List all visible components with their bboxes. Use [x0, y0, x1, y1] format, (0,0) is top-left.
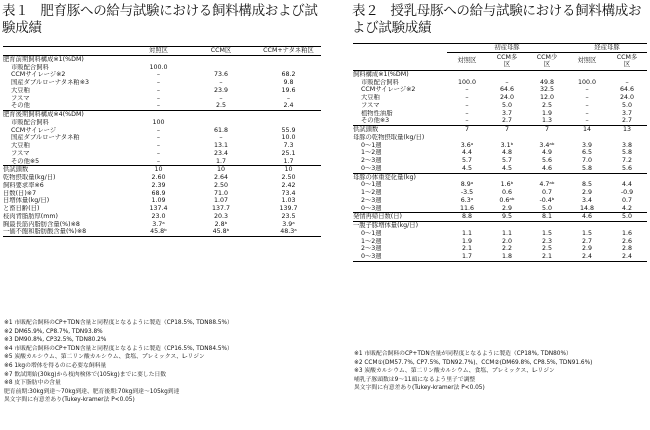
table-row: 供試頭数 10 10 10 [3, 166, 321, 174]
note: ※1 市販配合飼料のCP+TDN含量と同程度となるように製造（CP18.5%, TDN88.5%） [4, 320, 233, 326]
table-row: 大豆粕 – 13.1 7.3 [11, 142, 294, 149]
t2-col-ccm-high-2: CCM多区 [607, 52, 647, 70]
t1-col-control: 対照区 [131, 47, 186, 56]
table2-title [352, 3, 650, 37]
table2-title-text: 授乳母豚への給与試験における飼料構成および試験成績 [352, 3, 642, 36]
table-row: 国産ダブルローナタネ粕 – – 10.0 [11, 134, 296, 142]
t2-piglet-label: 一腹子豚増体量(kg/日) [353, 222, 647, 230]
note: ※6 1kgの増体を得るのに必要な飼料量 [4, 362, 107, 369]
table1-header-row [3, 47, 321, 56]
t2-col-control-1: 対照区 [447, 52, 487, 70]
table-row: 胸最長筋内脂肪含量(%)※8 3.7ᵃ 2.8ᵇ 3.9ᵃ [3, 220, 295, 228]
note: ※7 飲試開始(30kg)から枝肉検体で(105kg)までに要した日数 [4, 371, 167, 378]
table-row: 1～2週 4.4 4.8 4.9 6.5 5.8 [361, 149, 633, 157]
note: ※1 市販配合飼料のCP+TDN含量が同程度となるように製造（CP18%, TDN80%） [354, 351, 572, 357]
note: ※4 市販配合飼料のCP+TDN含量と同程度となるように製造（CP16.5%, TDN84.5%） [4, 345, 233, 352]
t2-weight-label: 母豚の体重変化量(kg) [353, 173, 647, 181]
table-row: 供試頭数 7 7 7 14 13 [353, 126, 647, 134]
table-row: 0～1週 1.1 1.1 1.5 1.5 1.6 [361, 229, 633, 237]
table1-title [2, 3, 320, 37]
table1-title-text: 肥育豚への給与試験における飼料構成および試験成績 [2, 3, 318, 36]
t1-col-ccm-rapeseed: CCM+ナタネ粕区 [256, 47, 321, 56]
table-row: 飼料要求率※6 2.39 2.50 2.42 [3, 181, 296, 189]
table2-header-row [353, 52, 647, 70]
note: ※8 皮下脂肪中の含量 [4, 380, 61, 387]
table2-notes [354, 350, 648, 393]
table2-group-header-row [353, 44, 647, 53]
table-row: 発情再帰日数(日) 8.8 9.5 8.1 4.6 5.0 [353, 213, 647, 222]
t2-col-ccm-low-1: CCM少区 [527, 52, 567, 70]
table-row: 日数(日)※7 68.9 71.0 73.4 [3, 189, 296, 197]
t1-section2-label: 肥育後期飼料構成※4(%DM) [3, 111, 321, 119]
table-row: 1～2週 -3.5 0.6 0.7 2.9 -0.9 [361, 189, 634, 196]
table-row: 一価不飽和脂肪酸含量(%)※8 45.8ᵇ 45.8ᵇ 48.3ᵃ [3, 228, 297, 236]
table-row: 1～2週 1.9 2.0 2.3 2.7 2.6 [361, 237, 633, 245]
table-row: 乾物摂取量(kg/日) 2.60 2.64 2.50 [3, 174, 296, 181]
table-row: CCMサイレージ※2 – 64.6 32.5 – 64.6 [361, 86, 635, 94]
table-row: CCMサイレージ – 61.8 55.9 [11, 126, 296, 134]
t2-group-primiparous: 初産母豚 [447, 44, 567, 53]
table-row: フスマ – – – [11, 94, 291, 102]
table2-number: 表２ [352, 3, 379, 19]
table1 [3, 46, 321, 237]
t1-col-ccm: CCM区 [186, 47, 256, 56]
table-row: その他※3 – 2.7 1.3 – 2.7 [361, 117, 633, 125]
table-row: 2～3週 5.7 5.7 5.6 7.0 7.2 [361, 157, 633, 164]
t2-col-ccm-high-1: CCM多区 [487, 52, 527, 70]
table-row: 大豆粕 – 23.9 19.6 [11, 86, 296, 94]
table-row: 植物性油脂 – 3.7 1.9 – 3.7 [361, 109, 633, 117]
table-row: フスマ – 5.0 2.5 – 5.0 [361, 101, 633, 109]
table-row: 0～1週 8.9ᵃ 1.6ᵇ 4.7ᵃᵇ 8.5 4.4 [361, 181, 633, 189]
table-row: 枝肉背脂肪厚(mm) 23.0 20.3 23.5 [3, 212, 296, 220]
table-row: フスマ – 23.4 25.1 [11, 149, 296, 157]
note: 異文字間に有意差あり(Tukey-kramer法 P<0.05) [354, 385, 485, 392]
t2-intake-label: 母豚の乾物摂取量(kg/日) [353, 133, 425, 141]
t1-section1-label: 肥育前期飼料構成※1(%DM) [3, 55, 84, 63]
table-row: 0～1週 3.6ᵃ 3.1ᵇ 3.4ᵃᵇ 3.9 3.8 [361, 141, 633, 149]
note: ※5 炭酸カルシウム、第二リン酸カルシウム、食塩、プレミックス、L-リジン [4, 354, 205, 361]
table-row: 市販配合飼料 100.0 – 49.8 100.0 – [361, 78, 629, 86]
table-row: 国産ダブルローナタネ粕※3 – – 9.8 [11, 79, 294, 86]
table-row: 0～3週 4.5 4.5 4.6 5.8 5.6 [361, 164, 633, 172]
table2 [353, 43, 647, 262]
t2-section1-label: 飼料構成※1(%DM) [353, 70, 409, 78]
table-row: 市販配合飼料 100.0 [11, 63, 168, 71]
table-row: 0～3週 1.7 1.8 2.1 2.4 2.4 [361, 253, 633, 260]
note: ※2 CCM①(DM57.7%, CP7.5%, TDN92.7%)、CCM②(DM69.8%, CP8.5%, TDN91.6%) [354, 359, 593, 366]
table-row: 市販配合飼料 100 [11, 118, 165, 126]
table-row: 大豆粕 – 24.0 12.0 – 24.0 [361, 94, 635, 101]
table-row: 2～3週 2.1 2.2 2.5 2.9 2.8 [361, 245, 633, 253]
note: 異文字間に有意差あり(Tukey-kramer法 P<0.05) [4, 397, 135, 404]
t2-group-multiparous: 経産母豚 [567, 44, 647, 53]
note: ※2 DM65.9%, CP8.7%, TDN93.8% [4, 328, 103, 335]
table-row: 日増体量(kg/日) 1.09 1.07 1.03 [3, 197, 296, 205]
note: 哺乳子豚頭数は9～11頭になるよう里子で調整 [354, 376, 476, 383]
t2-col-control-2: 対照区 [567, 52, 607, 70]
table-row: と畜日齢(日) 137.4 137.7 139.7 [3, 205, 298, 212]
table-row: その他※5 – 1.7 1.7 [11, 157, 294, 165]
note: ※3 炭酸カルシウム、第二リン酸カルシウム、食塩、プレミックス、L-リジン [354, 368, 555, 375]
note: ※3 DM90.8%, CP32.5%, TDN80.2% [4, 337, 107, 344]
table-row: 0～3週 11.6 2.9 5.0 14.8 4.2 [361, 204, 633, 212]
table-row: その他 – 2.5 2.4 [11, 102, 294, 110]
table-row: 2～3週 6.3ᵃ 0.6ᵃᵇ -0.4ᵇ 3.4 0.7 [361, 196, 633, 204]
note: 肥育前期:30kg到達～70kg到達、肥育後期:70kg到達～105kg到達 [4, 388, 180, 395]
table-row: CCMサイレージ※2 – 73.6 68.2 [11, 71, 296, 79]
table1-notes [4, 319, 322, 405]
table1-number: 表１ [2, 3, 29, 19]
